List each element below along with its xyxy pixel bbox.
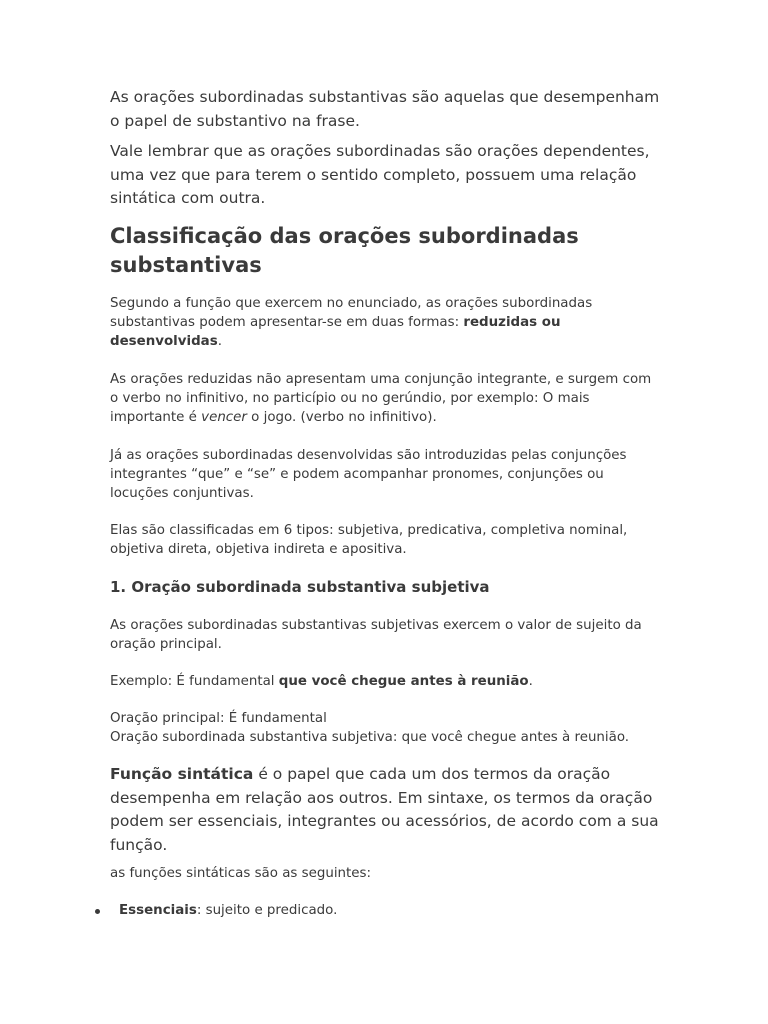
forms-suffix: . (217, 334, 222, 349)
subordinada-line: Oração subordinada substantiva subjetiva: que você chegue antes à reunião. (110, 730, 630, 745)
reduzidas-paragraph (110, 370, 658, 427)
tipos-paragraph: Elas são classificadas em 6 tipos: subjetiva, predicativa, completiva nominal, objetiva direta, objetiva indireta e apositiva. (110, 523, 628, 557)
subjetiva-definition: As orações subordinadas substantivas subjetivas exercem o valor de sujeito da oração principal. (110, 618, 642, 652)
exemplo-suffix: . (528, 674, 533, 689)
exemplo-paragraph (110, 672, 658, 691)
principal-line: Oração principal: É fundamental (110, 711, 327, 726)
subsection-heading: 1. Oração subordinada substantiva subjetiva (110, 578, 490, 596)
funcao-text: é o papel que cada um dos termos da oração desempenha em relação aos outros. Em sintaxe, os termos da oração podem ser essenciais, integrantes ou acessórios, de acordo com a sua função. (110, 765, 659, 854)
exemplo-bold-text: que você chegue antes à reunião (278, 674, 529, 689)
intro-paragraph-2: Vale lembrar que as orações subordinadas são orações dependentes, uma vez que para terem o sentido completo, possuem uma relação sintática com outra. (110, 142, 650, 207)
forms-paragraph (110, 294, 658, 351)
intro-paragraph-1: As orações subordinadas substantivas são aquelas que desempenham o papel de substantivo na frase. (110, 88, 660, 130)
exemplo-text: Exemplo: É fundamental (110, 674, 279, 689)
reduzidas-text: As orações reduzidas não apresentam uma conjunção integrante, e surgem com o verbo no infinitivo, no particípio ou no gerúndio, por exemplo: O mais importante é (110, 372, 652, 425)
funcoes-intro: as funções sintáticas são as seguintes: (110, 866, 372, 881)
funcao-sintatica-paragraph (110, 763, 670, 857)
forms-bold-text: reduzidas ou desenvolvidas (110, 315, 561, 349)
reduzidas-suffix: o jogo. (verbo no infinitivo). (246, 410, 437, 425)
bullet-item-essenciais (119, 901, 667, 920)
desenvolvidas-paragraph: Já as orações subordinadas desenvolvidas são introduzidas pelas conjunções integrantes “que” e “se” e podem acompanhar pronomes, conjunções ou locuções conjuntivas. (110, 448, 627, 501)
section-heading: Classificação das orações subordinadas substantivas (110, 224, 579, 277)
bullet-icon (95, 909, 100, 914)
forms-text: Segundo a função que exercem no enunciado, as orações subordinadas substantivas podem apresentar-se em duas formas: (110, 296, 593, 330)
bullet-text: : sujeito e predicado. (196, 903, 338, 918)
bullet-bold-text: Essenciais (119, 903, 197, 918)
funcao-bold-text: Função sintática (110, 765, 254, 783)
reduzidas-italic-text: vencer (201, 410, 247, 425)
